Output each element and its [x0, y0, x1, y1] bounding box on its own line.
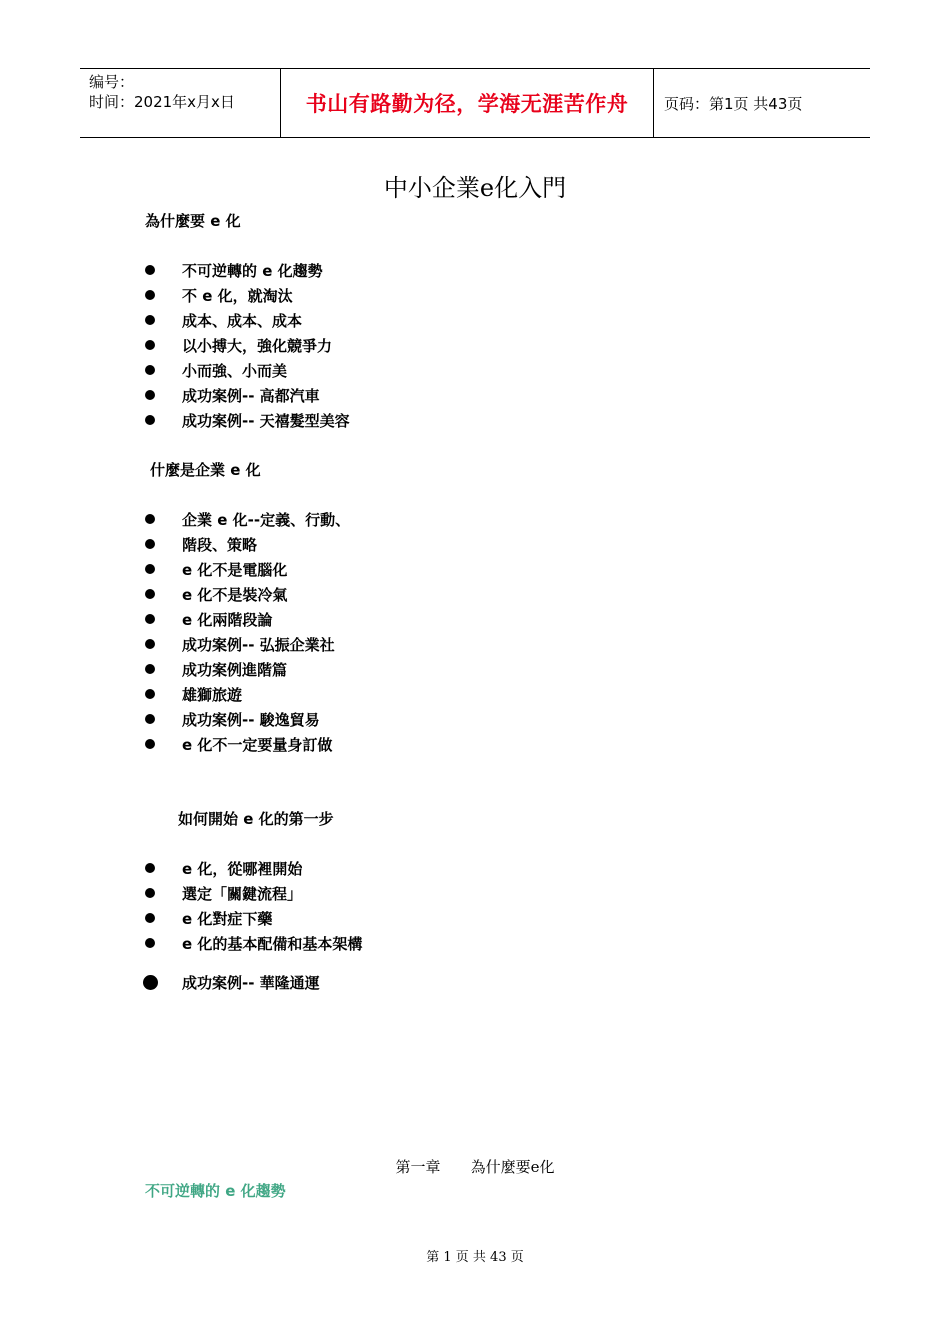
- page-info: 页码：第1页 共43页: [664, 94, 803, 113]
- list-item: e 化兩階段論: [145, 607, 272, 631]
- subsection-heading: 不可逆轉的 e 化趨勢: [145, 1182, 286, 1200]
- bullet-icon: [145, 265, 155, 275]
- number-label: 编号：: [89, 73, 135, 91]
- bullet-icon: [145, 415, 155, 425]
- section-heading: 如何開始 e 化的第一步: [178, 810, 334, 828]
- bullet-icon: [145, 664, 155, 674]
- bullet-icon: [145, 390, 155, 400]
- bullet-icon: [145, 589, 155, 599]
- bullet-icon: [145, 340, 155, 350]
- list-item: 成本、成本、成本: [145, 308, 302, 332]
- header-meta: [80, 69, 281, 137]
- bullet-icon: [145, 365, 155, 375]
- list-item: 成功案例-- 弘振企業社: [145, 632, 335, 656]
- bullet-icon: [145, 315, 155, 325]
- list-item: e 化的基本配備和基本架構: [145, 931, 362, 955]
- list-item: 不 e 化，就淘汰: [145, 283, 293, 307]
- bullet-icon: [145, 639, 155, 649]
- document-title: 中小企業e化入門: [383, 174, 567, 202]
- list-item: 階段、策略: [145, 532, 257, 556]
- chapter-title: 為什麼要e化: [470, 1158, 555, 1176]
- list-item: 成功案例-- 駿逸貿易: [145, 707, 320, 731]
- list-item: e 化不是裝冷氣: [145, 582, 287, 606]
- list-item: e 化不一定要量身訂做: [145, 732, 332, 756]
- list-item: 成功案例-- 華隆通運: [145, 970, 320, 994]
- list-item: 企業 e 化--定義、行動、: [145, 507, 350, 531]
- header-page-info: [654, 69, 870, 137]
- list-item: 成功案例進階篇: [145, 657, 287, 681]
- section-heading: 什麼是企業 e 化: [150, 461, 261, 479]
- bullet-icon: [145, 739, 155, 749]
- header-motto-cell: [281, 69, 654, 137]
- section-heading: 為什麼要 e 化: [145, 212, 241, 230]
- bullet-icon: [143, 975, 158, 990]
- bullet-icon: [145, 938, 155, 948]
- list-item: 雄獅旅遊: [145, 682, 242, 706]
- date-label: 时间：2021年x月x日: [89, 93, 235, 111]
- list-item: 成功案例-- 高都汽車: [145, 383, 320, 407]
- motto: 书山有路勤为径，学海无涯苦作舟: [305, 91, 629, 116]
- chapter-heading: [0, 1156, 950, 1177]
- bullet-icon: [145, 913, 155, 923]
- bullet-icon: [145, 714, 155, 724]
- list-item: 選定「關鍵流程」: [145, 881, 302, 905]
- chapter-label: 第一章: [395, 1158, 441, 1176]
- list-item: 成功案例-- 天禧髮型美容: [145, 408, 350, 432]
- page-footer: 第 1 页 共 43 页: [426, 1250, 524, 1265]
- bullet-icon: [145, 514, 155, 524]
- bullet-icon: [145, 863, 155, 873]
- bullet-icon: [145, 564, 155, 574]
- bullet-icon: [145, 539, 155, 549]
- list-item: e 化，從哪裡開始: [145, 856, 302, 880]
- bullet-icon: [145, 614, 155, 624]
- bullet-icon: [145, 290, 155, 300]
- bullet-icon: [145, 888, 155, 898]
- list-item: 以小搏大，強化競爭力: [145, 333, 332, 357]
- list-item: 小而強、小而美: [145, 358, 287, 382]
- list-item: e 化對症下藥: [145, 906, 272, 930]
- header-table: [80, 68, 870, 138]
- list-item: e 化不是電腦化: [145, 557, 287, 581]
- bullet-icon: [145, 689, 155, 699]
- list-item: 不可逆轉的 e 化趨勢: [145, 258, 323, 282]
